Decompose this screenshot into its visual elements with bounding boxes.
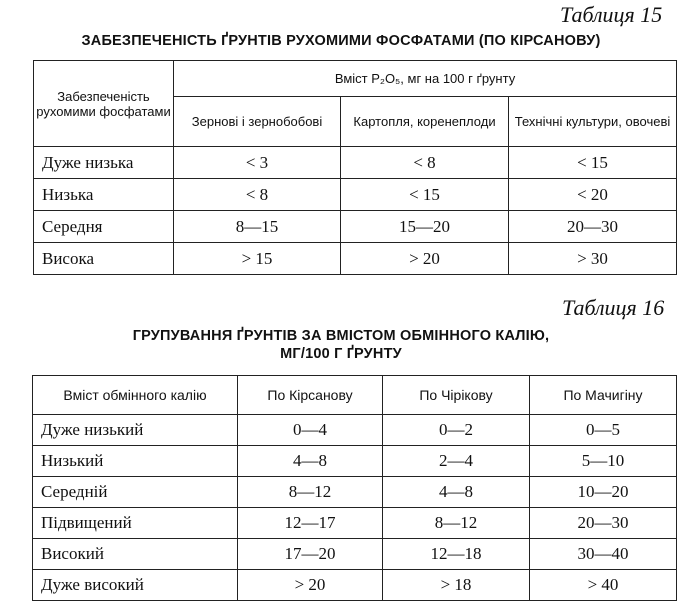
group-header: Вміст P₂O₅, мг на 100 г ґрунту	[174, 61, 677, 97]
cell-value: < 3	[174, 147, 341, 179]
column-header: Зернові і зернобобові	[174, 97, 341, 147]
cell-value: < 15	[509, 147, 677, 179]
cell-value: > 20	[341, 243, 509, 275]
cell-value: 0—5	[530, 415, 677, 446]
cell-value: 0—4	[238, 415, 383, 446]
table-caption: Таблиця 15	[560, 2, 663, 27]
row-label: Низька	[34, 179, 174, 211]
cell-value: 20—30	[509, 211, 677, 243]
row-label: Дуже низька	[34, 147, 174, 179]
cell-value: 15—20	[341, 211, 509, 243]
cell-value: > 15	[174, 243, 341, 275]
cell-value: < 8	[341, 147, 509, 179]
cell-value: 17—20	[238, 539, 383, 570]
row-label: Підвищений	[33, 508, 238, 539]
row-label: Середній	[33, 477, 238, 508]
row-label: Дуже низький	[33, 415, 238, 446]
cell-value: 8—12	[238, 477, 383, 508]
cell-value: > 20	[238, 570, 383, 601]
column-header: Картопля, коренеплоди	[341, 97, 509, 147]
table-row	[33, 570, 677, 601]
column-header: По Мачигіну	[530, 376, 677, 415]
row-label: Середня	[34, 211, 174, 243]
column-header: По Чірікову	[383, 376, 530, 415]
cell-value: 8—12	[383, 508, 530, 539]
table-title-line2: МГ/100 Г ҐРУНТУ	[280, 346, 402, 362]
table-potassium	[32, 375, 677, 601]
table-row	[33, 446, 677, 477]
row-header: Забезпеченість рухомими фосфатами	[34, 61, 174, 147]
cell-value: 12—17	[238, 508, 383, 539]
column-header: По Кірсанову	[238, 376, 383, 415]
cell-value: < 15	[341, 179, 509, 211]
table-title-line1: ГРУПУВАННЯ ҐРУНТІВ ЗА ВМІСТОМ ОБМІННОГО КАЛІЮ,	[132, 328, 550, 344]
row-label: Висока	[34, 243, 174, 275]
row-label: Дуже високий	[33, 570, 238, 601]
cell-value: > 40	[530, 570, 677, 601]
table-row	[33, 539, 677, 570]
column-header: Технічні культури, овочеві	[509, 97, 677, 147]
table-row	[33, 477, 677, 508]
row-header: Вміст обмінного калію	[33, 376, 238, 415]
cell-value: 10—20	[530, 477, 677, 508]
table-row	[34, 243, 677, 275]
row-label: Низький	[33, 446, 238, 477]
cell-value: 12—18	[383, 539, 530, 570]
table-row	[34, 179, 677, 211]
cell-value: 0—2	[383, 415, 530, 446]
cell-value: 2—4	[383, 446, 530, 477]
cell-value: 5—10	[530, 446, 677, 477]
cell-value: > 30	[509, 243, 677, 275]
table-row	[33, 415, 677, 446]
cell-value: 4—8	[238, 446, 383, 477]
cell-value: 20—30	[530, 508, 677, 539]
table-phosphates	[33, 60, 677, 275]
cell-value: > 18	[383, 570, 530, 601]
cell-value: 30—40	[530, 539, 677, 570]
cell-value: 8—15	[174, 211, 341, 243]
table-row	[34, 147, 677, 179]
table-row	[34, 211, 677, 243]
table-title: ЗАБЕЗПЕЧЕНІСТЬ ҐРУНТІВ РУХОМИМИ ФОСФАТАМИ (ПО КІРСАНОВУ)	[81, 33, 601, 49]
cell-value: 4—8	[383, 477, 530, 508]
table-caption: Таблиця 16	[562, 295, 665, 320]
cell-value: < 20	[509, 179, 677, 211]
row-label: Високий	[33, 539, 238, 570]
cell-value: < 8	[174, 179, 341, 211]
table-row	[33, 508, 677, 539]
